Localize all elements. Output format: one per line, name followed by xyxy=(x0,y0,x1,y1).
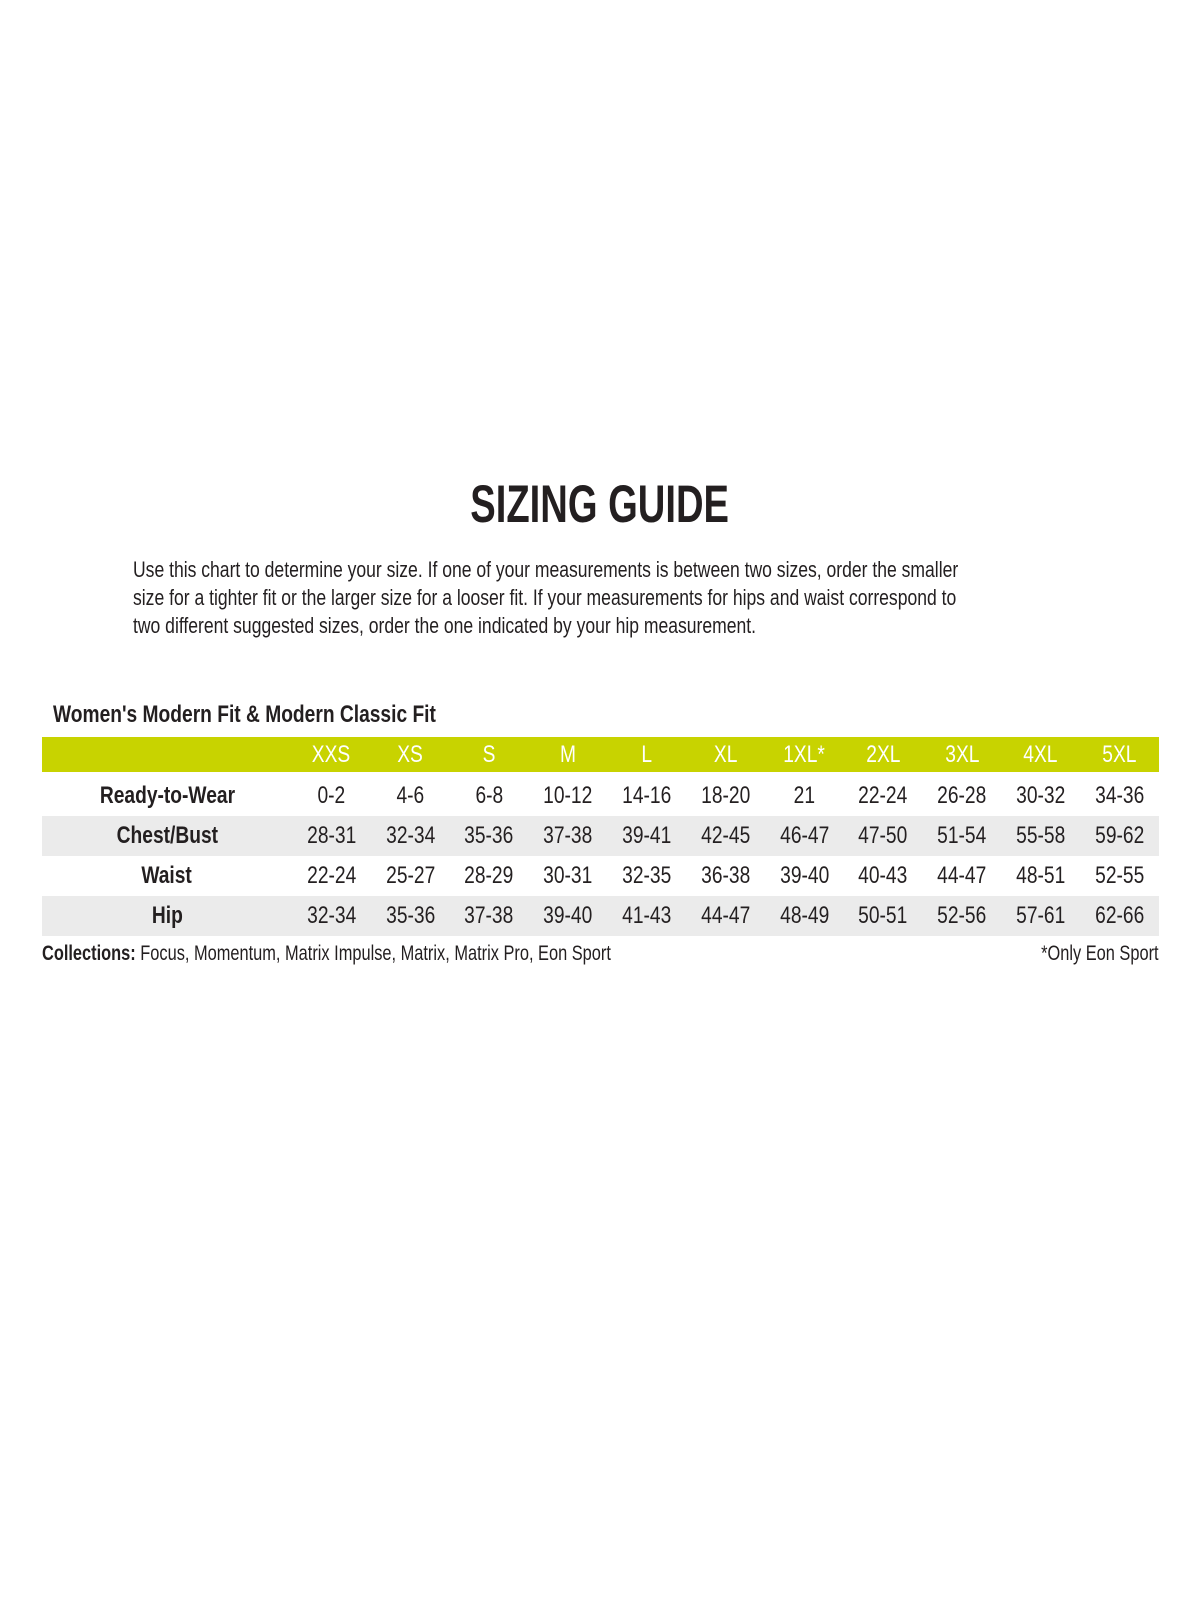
footnote-text: *Only Eon Sport xyxy=(1041,942,1159,965)
table-row-ready-to-wear xyxy=(42,776,1159,816)
table-cell: 32-35 xyxy=(622,862,672,889)
header-cell-xxs: XXS xyxy=(312,740,351,768)
row-label: Chest/Bust xyxy=(116,822,218,849)
table-cell: 57-61 xyxy=(1016,902,1066,929)
table-cell: 32-34 xyxy=(306,902,356,929)
header-cell-s: S xyxy=(482,740,496,768)
table-body xyxy=(42,776,1159,936)
table-cell: 22-24 xyxy=(858,782,908,809)
page-title-text: SIZING GUIDE xyxy=(470,475,730,534)
table-row-chest-bust xyxy=(42,816,1159,856)
table-cell: 44-47 xyxy=(700,902,751,929)
table-cell: 22-24 xyxy=(306,862,356,889)
intro-line: size for a tighter fit or the larger size for a looser fit. If your measurements for hips and waist correspond to xyxy=(133,585,957,610)
table-cell: 42-45 xyxy=(700,822,751,849)
table-cell: 37-38 xyxy=(543,822,593,849)
table-cell: 30-31 xyxy=(543,862,593,889)
table-section-title: Women's Modern Fit & Modern Classic Fit xyxy=(53,701,436,728)
table-cell: 10-12 xyxy=(543,782,593,809)
header-cell-5xl: 5XL xyxy=(1102,740,1137,768)
collections-list: Focus, Momentum, Matrix Impulse, Matrix, Matrix Pro, Eon Sport xyxy=(135,942,611,965)
header-cell-xl: XL xyxy=(713,740,738,768)
table-cell: 4-6 xyxy=(396,782,425,809)
table-row-waist xyxy=(42,856,1159,896)
table-cell: 44-47 xyxy=(937,862,987,889)
table-cell: 48-49 xyxy=(779,902,829,929)
row-label: Waist xyxy=(141,862,193,889)
table-cell: 35-36 xyxy=(464,822,514,849)
page-title xyxy=(0,475,1200,534)
table-cell: 51-54 xyxy=(937,822,987,849)
table-cell: 30-32 xyxy=(1016,782,1066,809)
table-cell: 21 xyxy=(793,782,815,809)
table-cell: 32-34 xyxy=(385,822,435,849)
table-cell: 25-27 xyxy=(385,862,435,889)
collections-text xyxy=(42,941,611,966)
table-cell: 59-62 xyxy=(1095,822,1145,849)
table-cell: 36-38 xyxy=(700,862,751,889)
table-cell: 52-56 xyxy=(937,902,987,929)
intro-paragraph xyxy=(133,556,1191,640)
row-label: Hip xyxy=(151,902,183,929)
row-label: Ready-to-Wear xyxy=(99,782,235,809)
header-cell-2xl: 2XL xyxy=(866,740,901,768)
table-header-row xyxy=(42,737,1159,772)
table-cell: 26-28 xyxy=(937,782,987,809)
header-cell-4xl: 4XL xyxy=(1023,740,1058,768)
table-cell: 18-20 xyxy=(700,782,751,809)
table-cell: 55-58 xyxy=(1016,822,1066,849)
table-cell: 62-66 xyxy=(1095,902,1145,929)
table-cell: 50-51 xyxy=(858,902,908,929)
table-cell: 48-51 xyxy=(1016,862,1066,889)
header-cell-l: L xyxy=(641,740,653,768)
intro-line: Use this chart to determine your size. If one of your measurements is between two sizes, order the smaller xyxy=(133,557,959,582)
header-cell-1xl: 1XL* xyxy=(783,740,826,768)
header-cell-m: M xyxy=(559,740,576,768)
table-cell: 6-8 xyxy=(475,782,503,809)
table-cell: 52-55 xyxy=(1095,862,1145,889)
table-cell: 41-43 xyxy=(622,902,672,929)
table-cell: 46-47 xyxy=(779,822,829,849)
table-cell: 40-43 xyxy=(858,862,908,889)
size-table xyxy=(42,737,1159,936)
table-cell: 14-16 xyxy=(622,782,672,809)
table-row-hip xyxy=(42,896,1159,936)
table-cell: 39-41 xyxy=(622,822,672,849)
table-cell: 28-29 xyxy=(464,862,514,889)
table-cell: 47-50 xyxy=(858,822,908,849)
header-cell-xs: XS xyxy=(397,740,424,768)
table-cell: 35-36 xyxy=(385,902,435,929)
table-cell: 28-31 xyxy=(306,822,356,849)
table-cell: 34-36 xyxy=(1095,782,1145,809)
table-cell: 0-2 xyxy=(317,782,346,809)
collections-label: Collections: xyxy=(42,942,136,965)
table-cell: 39-40 xyxy=(779,862,829,889)
intro-line: two different suggested sizes, order the one indicated by your hip measurement. xyxy=(133,613,757,638)
table-cell: 37-38 xyxy=(464,902,514,929)
header-cell-3xl: 3XL xyxy=(944,740,980,768)
table-cell: 39-40 xyxy=(543,902,593,929)
collections-footer xyxy=(42,941,1159,966)
